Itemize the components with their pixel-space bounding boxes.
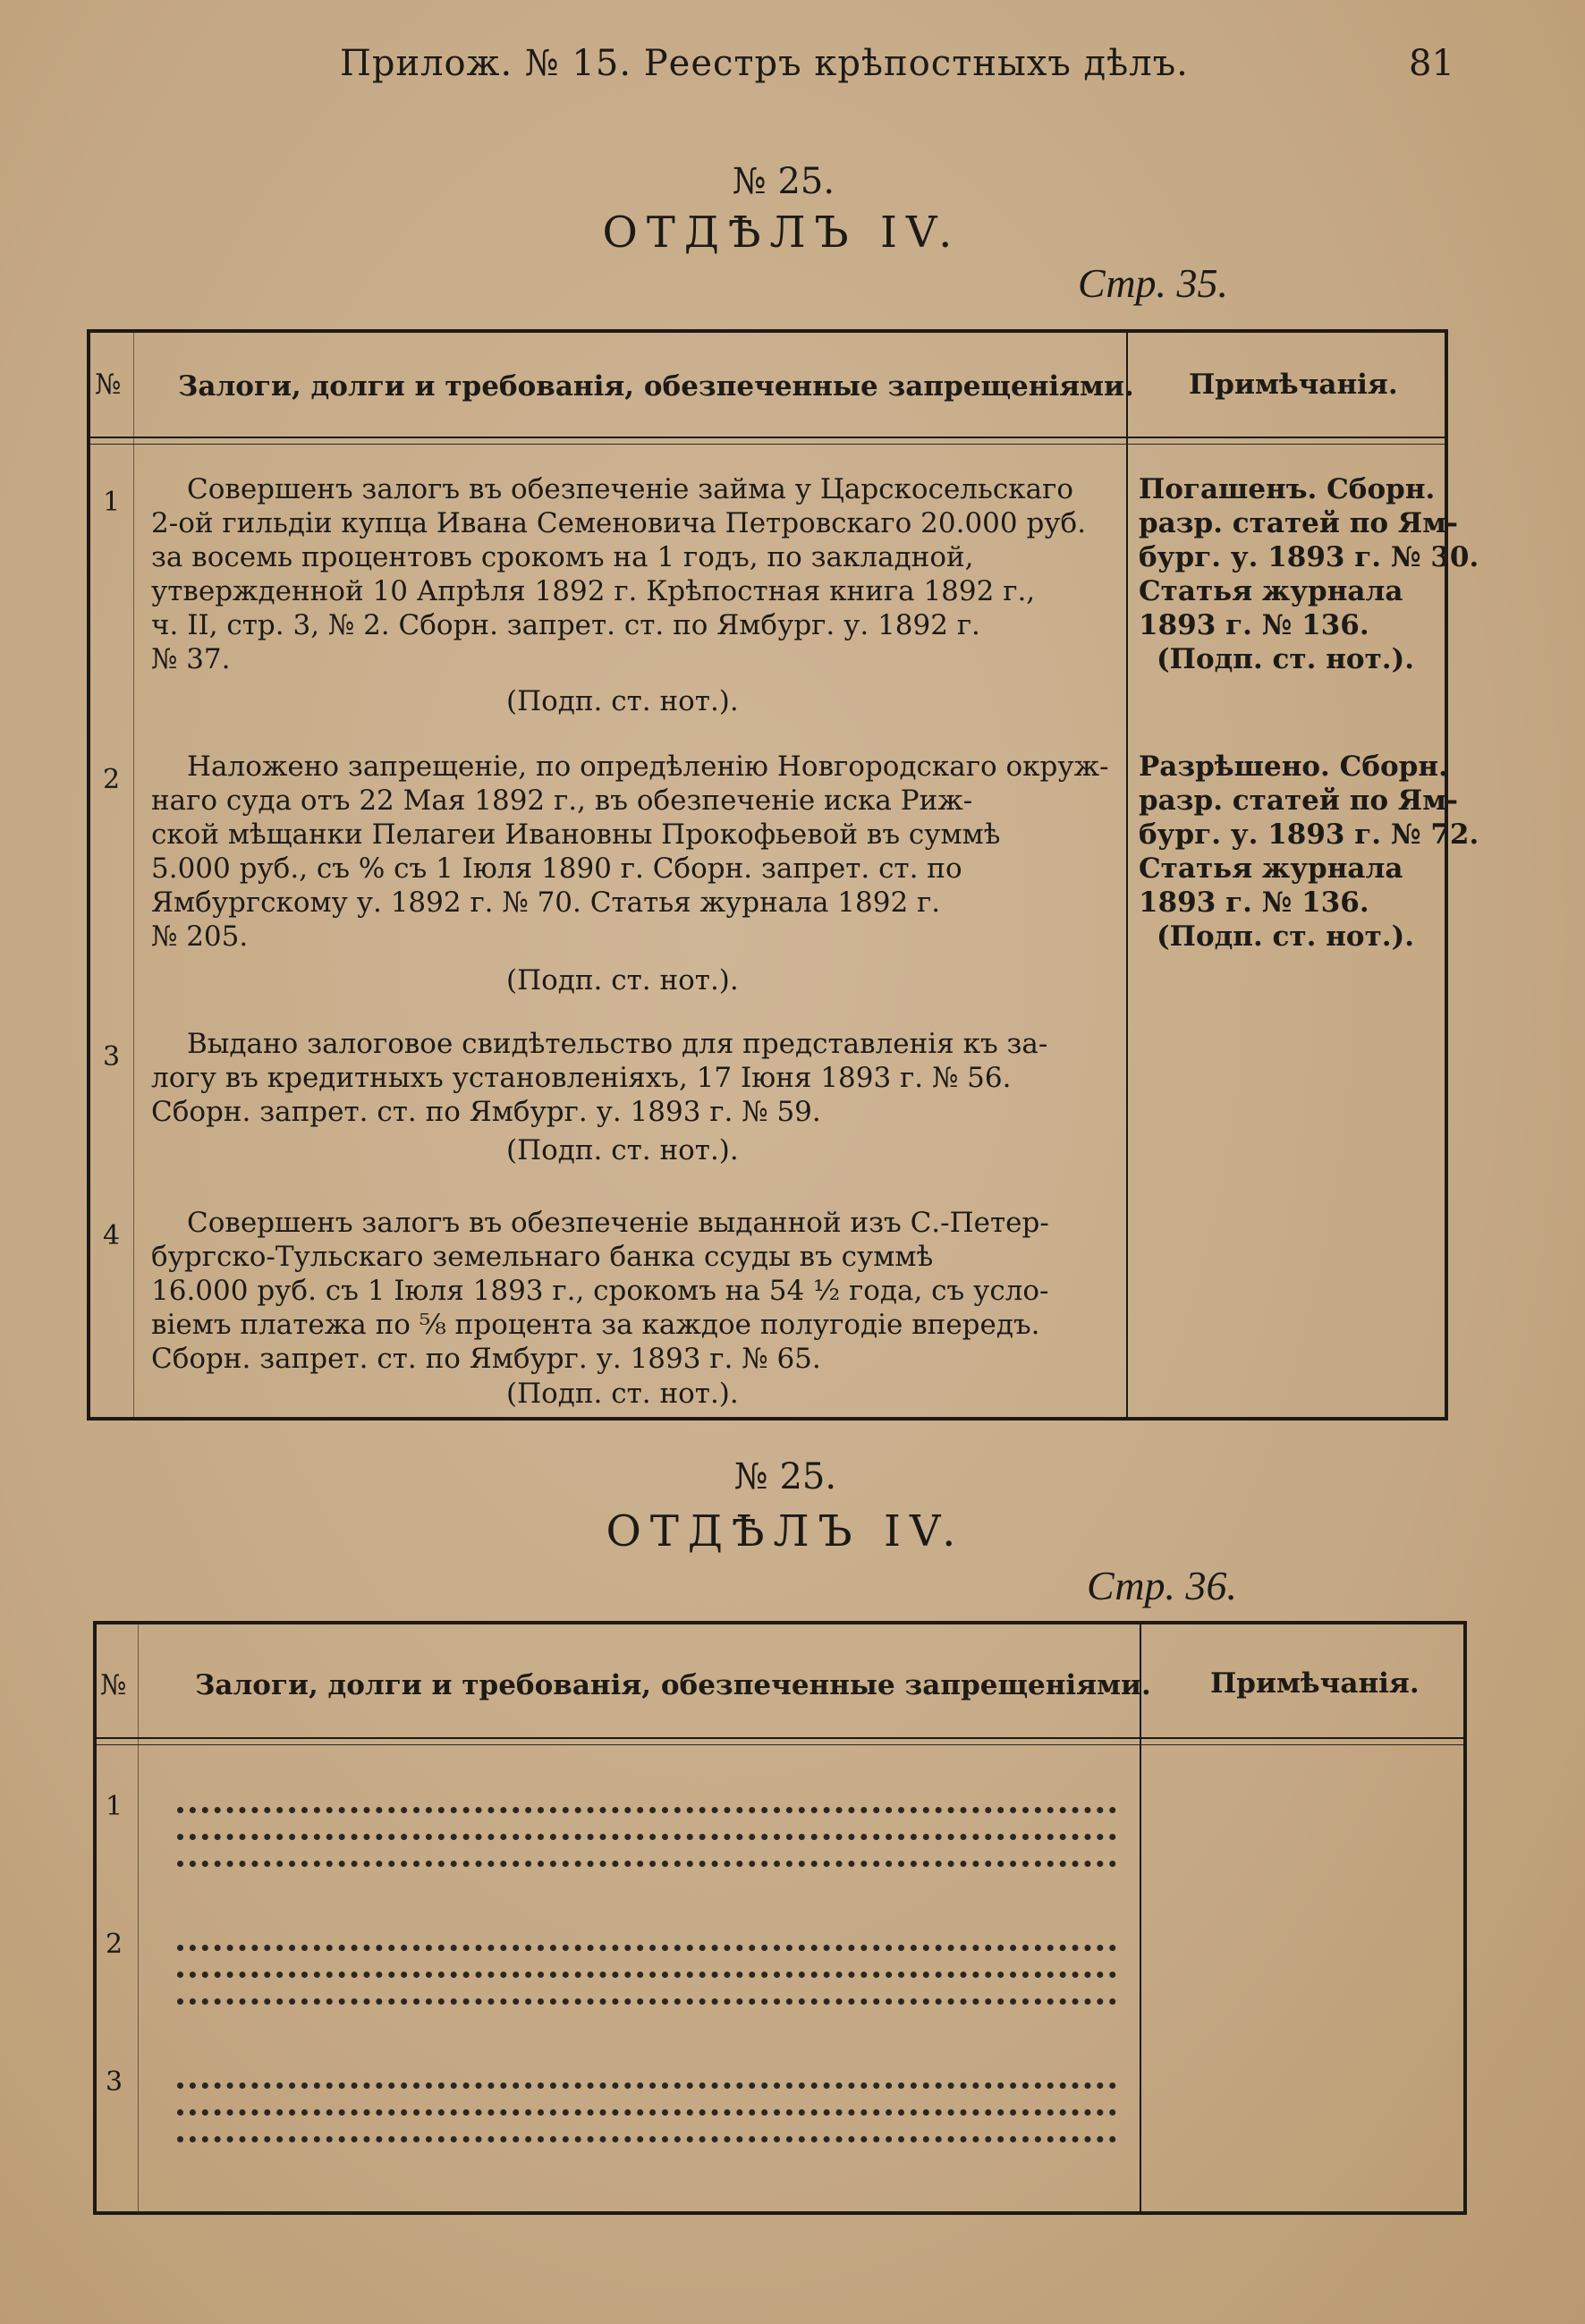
section-number: № 25. <box>733 1456 837 1497</box>
register-entry-1 <box>151 472 1110 676</box>
note-1 <box>1139 472 1479 676</box>
row-number: 2 <box>106 1929 123 1960</box>
note-line: разр. статей по Ям- <box>1139 507 1458 539</box>
entry-line: 5.000 руб., съ % съ 1 Іюля 1890 г. Сборн. запрет. ст. по <box>151 852 962 885</box>
notes-column-divider <box>1140 1624 1141 2211</box>
row-number: 3 <box>106 2066 123 2098</box>
header-rule-double <box>90 444 1445 445</box>
row-number: 2 <box>103 764 121 795</box>
section-number: № 25. <box>732 161 835 202</box>
row-number: 4 <box>103 1220 121 1251</box>
entry-line: Совершенъ залогъ въ обезпеченіе займа у Царскосельскаго <box>187 473 1073 505</box>
note-line: разр. статей по Ям- <box>1139 785 1458 817</box>
register-entry-3 <box>151 1027 1110 1129</box>
column-header-notes: Примѣчанія. <box>1210 1667 1420 1700</box>
column-header-num: № <box>95 369 122 401</box>
note-2 <box>1139 750 1479 954</box>
header-rule <box>90 437 1445 438</box>
entry-line: віемъ платежа по ⅝ процента за каждое полугодіе впередъ. <box>151 1309 1040 1341</box>
notary-signature: (Подп. ст. нот.). <box>506 685 739 717</box>
entry-line: бургско-Тульскаго земельнаго банка ссуды въ суммѣ <box>151 1241 934 1273</box>
dotted-fill-line <box>177 2082 1116 2089</box>
page-reference: Стр. 36. <box>1087 1563 1238 1608</box>
register-table <box>87 329 1479 1421</box>
dotted-fill-line <box>177 1945 1116 1951</box>
entry-line: ч. II, стр. 3, № 2. Сборн. запрет. ст. по Ямбург. у. 1892 г. <box>151 609 980 641</box>
notary-signature: (Подп. ст. нот.). <box>506 1134 739 1166</box>
note-line: 1893 г. № 136. <box>1139 609 1369 641</box>
note-line: (Подп. ст. нот.). <box>1157 643 1415 675</box>
dotted-fill-line <box>177 1807 1116 1813</box>
row-number: 1 <box>106 1791 123 1822</box>
entry-line: за восемь процентовъ срокомъ на 1 годъ, по закладной, <box>151 541 974 573</box>
note-line: 1893 г. № 136. <box>1139 886 1369 919</box>
row-number: 1 <box>103 487 121 518</box>
column-header-main: Залоги, долги и требованія, обезпеченные запрещеніями. <box>178 370 1134 403</box>
dotted-fill-line <box>177 1861 1116 1867</box>
entry-line: Сборн. запрет. ст. по Ямбург. у. 1893 г. № 65. <box>151 1343 821 1375</box>
register-entry-2 <box>151 750 1110 954</box>
page-number: 81 <box>1409 43 1454 84</box>
row-number: 3 <box>103 1041 121 1073</box>
num-column-divider <box>133 333 134 1417</box>
entry-line: Ямбургскому у. 1892 г. № 70. Статья журнала 1892 г. <box>151 886 941 919</box>
note-line: бург. у. 1893 г. № 30. <box>1139 541 1479 573</box>
entry-line: утвержденной 10 Апрѣля 1892 г. Крѣпостная книга 1892 г., <box>151 575 1036 607</box>
dotted-fill-line <box>177 2109 1116 2116</box>
dotted-fill-line <box>177 1998 1116 2005</box>
entry-line: Совершенъ залогъ въ обезпеченіе выданной изъ С.-Петер- <box>187 1207 1049 1239</box>
page-reference: Стр. 35. <box>1078 260 1229 306</box>
notes-column-divider <box>1126 333 1128 1417</box>
note-line: (Подп. ст. нот.). <box>1157 920 1415 953</box>
header-rule <box>97 1737 1463 1739</box>
entry-line: 2-ой гильдіи купца Ивана Семеновича Петровскаго 20.000 руб. <box>151 507 1087 539</box>
header-rule-double <box>97 1744 1463 1745</box>
entry-line: наго суда отъ 22 Мая 1892 г., въ обезпеченіе иска Риж- <box>151 785 973 817</box>
section-title: ОТДѢЛЪ IV. <box>602 208 962 258</box>
entry-line: Выдано залоговое свидѣтельство для представленія къ за- <box>187 1028 1048 1060</box>
column-header-notes: Примѣчанія. <box>1189 369 1398 401</box>
notary-signature: (Подп. ст. нот.). <box>506 964 739 997</box>
dotted-fill-line <box>177 1834 1116 1840</box>
blank-register-table <box>93 1621 1467 2215</box>
dotted-fill-line <box>177 1972 1116 1978</box>
entry-line: Наложено запрещеніе, по опредѣленію Новгородскаго окруж- <box>187 751 1109 783</box>
column-header-num: № <box>100 1669 127 1701</box>
entry-line: ской мѣщанки Пелагеи Ивановны Прокофьевой въ суммѣ <box>151 818 1001 851</box>
note-line: Статья журнала <box>1139 575 1403 607</box>
note-line: Разрѣшено. Сборн. <box>1139 751 1448 783</box>
notary-signature: (Подп. ст. нот.). <box>506 1378 739 1410</box>
note-line: бург. у. 1893 г. № 72. <box>1139 818 1479 851</box>
note-line: Статья журнала <box>1139 852 1403 885</box>
running-title: Прилож. № 15. Реестръ крѣпостныхъ дѣлъ. <box>340 43 1189 84</box>
num-column-divider <box>138 1624 139 2211</box>
entry-line: Сборн. запрет. ст. по Ямбург. у. 1893 г. № 59. <box>151 1096 821 1128</box>
register-entry-4 <box>151 1206 1110 1376</box>
dotted-fill-line <box>177 2136 1116 2142</box>
note-line: Погашенъ. Сборн. <box>1139 473 1436 505</box>
entry-line: № 37. <box>151 643 231 675</box>
entry-line: логу въ кредитныхъ установленіяхъ, 17 Іюня 1893 г. № 56. <box>151 1062 1012 1094</box>
entry-line: 16.000 руб. съ 1 Іюля 1893 г., срокомъ на 54 ½ года, съ усло- <box>151 1275 1049 1307</box>
entry-line: № 205. <box>151 920 249 953</box>
section-title: ОТДѢЛЪ IV. <box>606 1506 965 1556</box>
column-header-main: Залоги, долги и требованія, обезпеченные запрещеніями. <box>195 1669 1151 1701</box>
